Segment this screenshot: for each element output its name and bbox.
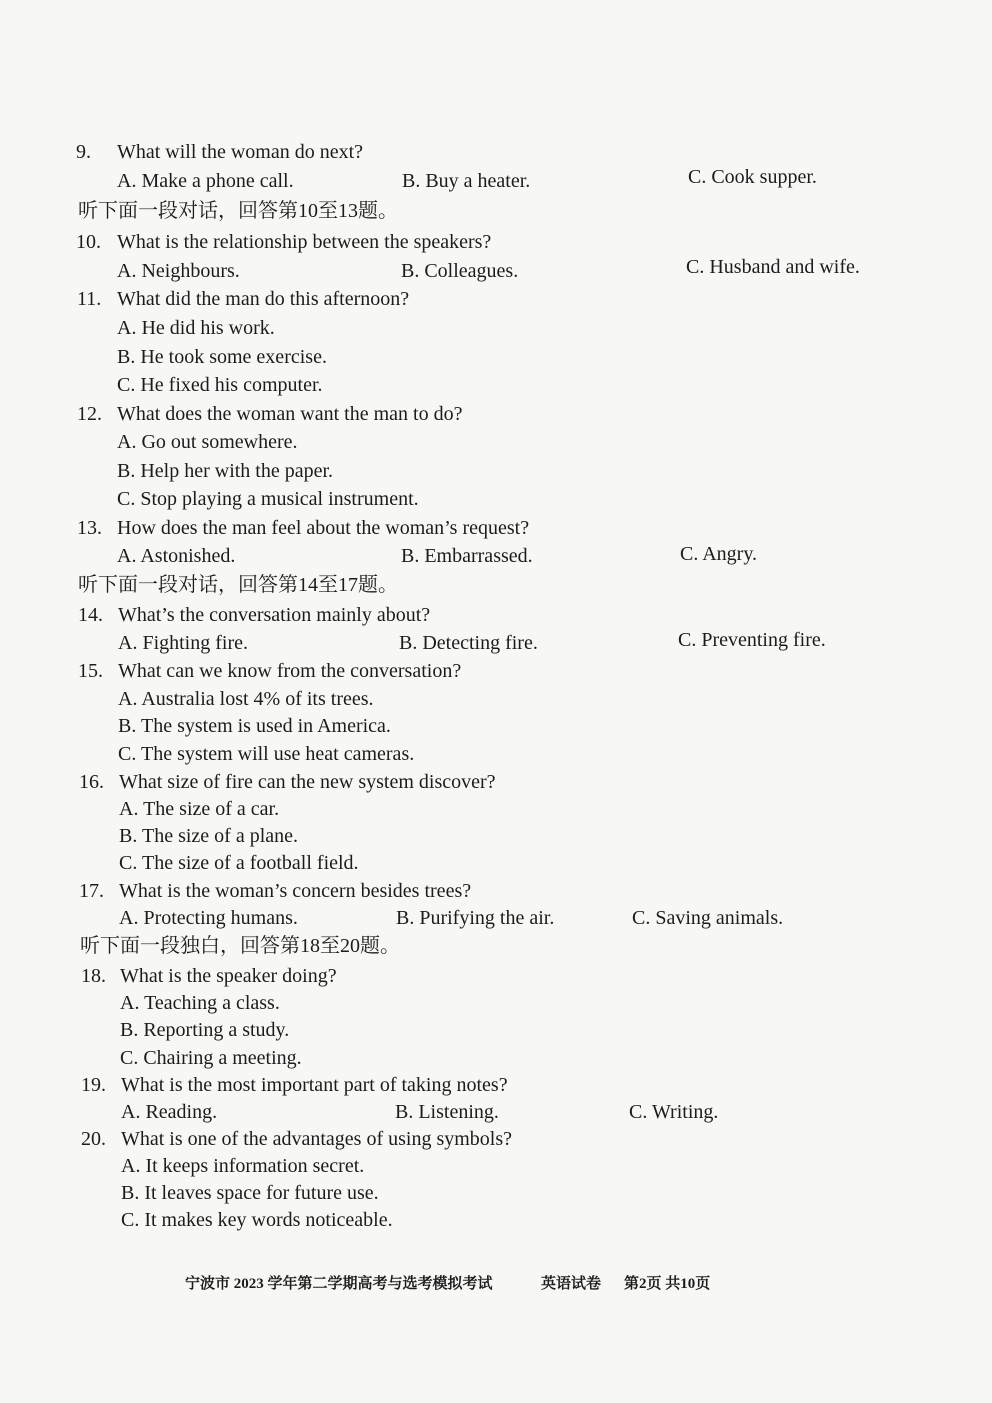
question-17-options: [0, 906, 992, 930]
question-18-option-c: [0, 1046, 992, 1070]
question-18-option-a: [0, 991, 992, 1015]
question-number: 19.: [81, 1074, 106, 1096]
question-20-option-a: [0, 1154, 992, 1178]
question-stem: What is one of the advantages of using symbols?: [121, 1128, 513, 1150]
question-19: [0, 1073, 992, 1097]
question-10-options: [0, 256, 992, 283]
option-a: A. Teaching a class.: [120, 992, 280, 1014]
page-footer: [0, 1274, 992, 1294]
question-stem: What is the woman’s concern besides trees?: [119, 880, 472, 902]
question-19-options: [0, 1100, 992, 1124]
question-16-option-a: [0, 797, 992, 821]
option-c: C. He fixed his computer.: [117, 374, 323, 396]
question-11-option-a: [0, 316, 992, 340]
question-12-option-c: [0, 487, 992, 511]
question-number: 20.: [81, 1128, 106, 1150]
question-stem: What can we know from the conversation?: [118, 660, 462, 682]
question-9-options: [0, 166, 992, 193]
question-stem: What is the relationship between the speakers?: [117, 231, 492, 253]
question-number: 9.: [76, 141, 91, 163]
option-b: B. Listening.: [395, 1101, 499, 1123]
question-stem: What will the woman do next?: [117, 141, 364, 163]
question-stem: What’s the conversation mainly about?: [118, 604, 431, 626]
footer-subject: 英语试卷: [541, 1276, 602, 1292]
question-number: 13.: [77, 517, 102, 539]
option-b: B. Buy a heater.: [402, 170, 531, 192]
question-13: [0, 516, 992, 540]
question-15-option-b: [0, 714, 992, 738]
option-a: A. Reading.: [121, 1101, 218, 1123]
section-instruction: 听下面一段对话，回答第14至17题。: [78, 574, 398, 596]
option-b: B. Embarrassed.: [401, 545, 533, 567]
question-12: [0, 402, 992, 426]
question-15-option-c: [0, 742, 992, 766]
question-number: 17.: [79, 880, 104, 902]
question-20: [0, 1127, 992, 1151]
question-16-option-c: [0, 851, 992, 875]
option-c: C. Writing.: [629, 1101, 719, 1123]
option-c: C. Husband and wife.: [686, 256, 860, 278]
option-a: A. The size of a car.: [119, 798, 280, 820]
option-c: C. It makes key words noticeable.: [121, 1209, 393, 1231]
question-number: 15.: [78, 660, 103, 682]
option-c: C. The size of a football field.: [119, 852, 359, 874]
option-c: C. Chairing a meeting.: [120, 1047, 302, 1069]
question-14-options: [0, 631, 992, 655]
question-stem: What is the most important part of taking notes?: [121, 1074, 508, 1096]
option-b: B. It leaves space for future use.: [121, 1182, 379, 1204]
option-c: C. Angry.: [680, 543, 758, 565]
question-number: 18.: [81, 965, 106, 987]
option-b: B. The size of a plane.: [119, 825, 299, 847]
option-c: C. Cook supper.: [688, 166, 817, 188]
option-c: C. Preventing fire.: [678, 629, 826, 651]
question-stem: What is the speaker doing?: [120, 965, 337, 987]
question-10: [0, 230, 992, 254]
option-a: A. Neighbours.: [117, 260, 240, 282]
question-16-option-b: [0, 824, 992, 848]
question-14: [0, 603, 992, 627]
footer-exam-title: 宁波市 2023 学年第二学期高考与选考模拟考试: [185, 1276, 493, 1292]
question-16: [0, 770, 992, 794]
question-stem: How does the man feel about the woman’s request?: [117, 517, 530, 539]
question-number: 11.: [77, 288, 102, 310]
option-a: A. Protecting humans.: [119, 907, 298, 929]
option-a: A. He did his work.: [117, 317, 275, 339]
option-a: A. It keeps information secret.: [121, 1155, 365, 1177]
option-c: C. Stop playing a musical instrument.: [117, 488, 419, 510]
question-11-option-c: [0, 373, 992, 397]
section-instruction: 听下面一段独白，回答第18至20题。: [80, 935, 400, 957]
question-15-option-a: [0, 687, 992, 711]
footer-page-number: 第2页 共10页: [624, 1276, 711, 1292]
question-15: [0, 659, 992, 683]
question-stem: What did the man do this afternoon?: [117, 288, 410, 310]
option-c: C. The system will use heat cameras.: [118, 743, 415, 765]
question-17: [0, 879, 992, 903]
question-number: 14.: [78, 604, 103, 626]
option-a: A. Go out somewhere.: [117, 431, 298, 453]
question-number: 16.: [79, 771, 104, 793]
question-11: [0, 287, 992, 311]
question-stem: What does the woman want the man to do?: [117, 403, 463, 425]
option-b: B. Reporting a study.: [120, 1019, 290, 1041]
question-18: [0, 964, 992, 988]
question-number: 12.: [77, 403, 102, 425]
option-b: B. The system is used in America.: [118, 715, 391, 737]
option-a: A. Astonished.: [117, 545, 236, 567]
option-a: A. Make a phone call.: [117, 170, 294, 192]
option-b: B. Colleagues.: [401, 260, 519, 282]
option-a: A. Fighting fire.: [118, 632, 248, 654]
question-11-option-b: [0, 345, 992, 369]
question-20-option-c: [0, 1208, 992, 1232]
question-13-options: [0, 544, 992, 568]
option-b: B. Help her with the paper.: [117, 460, 334, 482]
question-18-option-b: [0, 1018, 992, 1042]
section-instruction: 听下面一段对话，回答第10至13题。: [78, 200, 398, 222]
option-a: A. Australia lost 4% of its trees.: [118, 688, 374, 710]
question-12-option-a: [0, 430, 992, 454]
option-b: B. Detecting fire.: [399, 632, 538, 654]
question-20-option-b: [0, 1181, 992, 1205]
question-9: [0, 140, 992, 164]
option-b: B. He took some exercise.: [117, 346, 327, 368]
option-b: B. Purifying the air.: [396, 907, 555, 929]
question-number: 10.: [76, 231, 101, 253]
question-12-option-b: [0, 459, 992, 483]
question-stem: What size of fire can the new system discover?: [119, 771, 496, 793]
option-c: C. Saving animals.: [632, 907, 784, 929]
